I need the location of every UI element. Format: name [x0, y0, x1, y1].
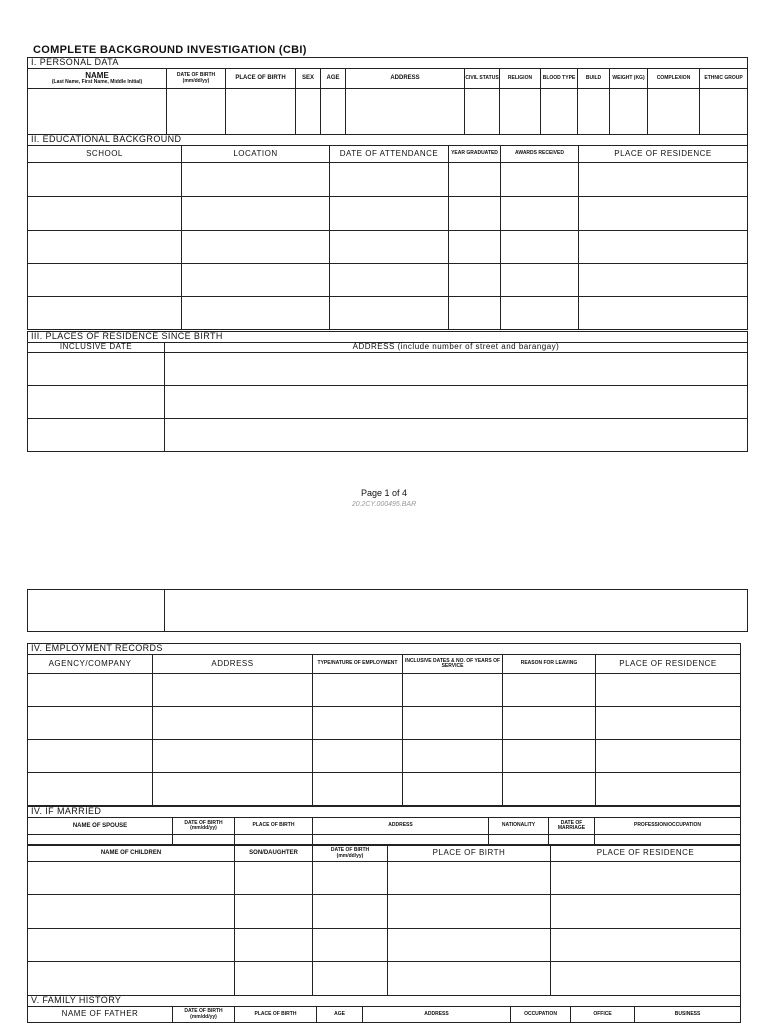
col-age: AGE [321, 69, 346, 89]
input-cell[interactable] [28, 89, 167, 135]
input-cell[interactable] [596, 707, 741, 740]
input-cell[interactable] [449, 231, 501, 264]
col-child-residence: PLACE OF RESIDENCE [551, 846, 741, 862]
section-residences: III. PLACES OF RESIDENCE SINCE BIRTH [28, 332, 748, 343]
table-row [28, 297, 748, 330]
col-awards: AWARDS RECEIVED [501, 146, 579, 163]
input-cell[interactable] [501, 297, 579, 330]
residence-continuation-table [27, 589, 748, 632]
input-cell[interactable] [235, 835, 313, 845]
col-blood-type: BLOOD TYPE [541, 69, 578, 89]
table-row [28, 707, 741, 740]
col-sex: SEX [296, 69, 321, 89]
col-father-occupation: OCCUPATION [511, 1007, 571, 1023]
input-cell[interactable] [313, 740, 403, 773]
col-spouse-name: NAME OF SPOUSE [28, 818, 173, 835]
input-cell[interactable] [489, 835, 549, 845]
table-row [28, 740, 741, 773]
page-number: Page 1 of 4 [360, 488, 408, 498]
input-cell[interactable] [182, 297, 330, 330]
input-cell[interactable] [596, 773, 741, 806]
family-history-table [27, 995, 741, 1023]
form-title: COMPLETE BACKGROUND INVESTIGATION (CBI) [33, 44, 307, 56]
input-cell[interactable] [321, 89, 346, 135]
table-row [28, 962, 741, 996]
input-cell[interactable] [449, 297, 501, 330]
input-cell[interactable] [28, 962, 235, 996]
input-cell[interactable] [388, 929, 551, 962]
input-cell[interactable] [501, 197, 579, 231]
input-cell[interactable] [235, 895, 313, 929]
table-row [28, 231, 748, 264]
input-cell[interactable] [449, 163, 501, 197]
table-row [28, 197, 748, 231]
col-inclusive-date: INCLUSIVE DATE [28, 343, 165, 353]
input-cell[interactable] [173, 835, 235, 845]
col-profession: PROFESSION/OCCUPATION [595, 818, 741, 835]
input-cell[interactable] [165, 386, 748, 419]
input-cell[interactable] [28, 197, 182, 231]
col-religion: RELIGION [500, 69, 541, 89]
input-cell[interactable] [165, 353, 748, 386]
col-father-pob: PLACE OF BIRTH [235, 1007, 317, 1023]
input-cell[interactable] [28, 895, 235, 929]
input-cell[interactable] [578, 89, 610, 135]
col-ethnic-group: ETHNIC GROUP [700, 69, 748, 89]
col-pob: PLACE OF BIRTH [226, 69, 296, 89]
input-cell[interactable] [28, 419, 165, 452]
education-table [27, 134, 748, 330]
input-cell[interactable] [596, 740, 741, 773]
input-cell[interactable] [700, 89, 748, 135]
table-row [28, 835, 741, 845]
col-name: NAME (Last Name, First Name, Middle Initial) [28, 69, 167, 89]
col-child-pob: PLACE OF BIRTH [388, 846, 551, 862]
input-cell[interactable] [182, 163, 330, 197]
input-cell[interactable] [403, 674, 503, 707]
input-cell[interactable] [449, 264, 501, 297]
input-cell[interactable] [28, 163, 182, 197]
input-cell[interactable] [182, 231, 330, 264]
input-cell[interactable] [28, 386, 165, 419]
document-code: 20.2CY.000495.BAR [351, 501, 417, 508]
input-cell[interactable] [313, 707, 403, 740]
input-cell[interactable] [579, 264, 748, 297]
input-cell[interactable] [579, 197, 748, 231]
personal-data-table [27, 57, 748, 135]
input-cell[interactable] [551, 962, 741, 996]
input-cell[interactable] [313, 929, 388, 962]
table-row [28, 386, 748, 419]
table-row [28, 163, 748, 197]
table-row [28, 353, 748, 386]
col-year-graduated: YEAR GRADUATED [449, 146, 501, 163]
col-date-of-attendance: DATE OF ATTENDANCE [330, 146, 449, 163]
input-cell[interactable] [28, 590, 165, 632]
col-children-name: NAME OF CHILDREN [28, 846, 235, 862]
input-cell[interactable] [503, 773, 596, 806]
input-cell[interactable] [226, 89, 296, 135]
input-cell[interactable] [465, 89, 500, 135]
input-cell[interactable] [313, 835, 489, 845]
col-child-dob: DATE OF BIRTH (mm/dd/yy) [313, 846, 388, 862]
input-cell[interactable] [182, 197, 330, 231]
input-cell[interactable] [551, 895, 741, 929]
input-cell[interactable] [165, 419, 748, 452]
table-row [28, 89, 748, 135]
input-cell[interactable] [596, 674, 741, 707]
input-cell[interactable] [313, 962, 388, 996]
input-cell[interactable] [579, 231, 748, 264]
input-cell[interactable] [313, 895, 388, 929]
input-cell[interactable] [153, 707, 313, 740]
col-place-of-residence: PLACE OF RESIDENCE [579, 146, 748, 163]
col-son-daughter: SON/DAUGHTER [235, 846, 313, 862]
col-dob: DATE OF BIRTH (mm/dd/yy) [167, 69, 226, 89]
input-cell[interactable] [501, 231, 579, 264]
table-row [28, 895, 741, 929]
input-cell[interactable] [503, 707, 596, 740]
col-date-of-marriage: DATE OF MARRIAGE [549, 818, 595, 835]
col-emp-address: ADDRESS [153, 655, 313, 674]
input-cell[interactable] [403, 740, 503, 773]
input-cell[interactable] [330, 264, 449, 297]
input-cell[interactable] [541, 89, 578, 135]
input-cell[interactable] [501, 264, 579, 297]
spouse-table [27, 806, 741, 845]
input-cell[interactable] [28, 707, 153, 740]
section-employment: IV. EMPLOYMENT RECORDS [28, 644, 741, 655]
input-cell[interactable] [388, 962, 551, 996]
input-cell[interactable] [235, 862, 313, 895]
input-cell[interactable] [313, 773, 403, 806]
col-complexion: COMPLEXION [648, 69, 700, 89]
input-cell[interactable] [503, 740, 596, 773]
input-cell[interactable] [153, 740, 313, 773]
input-cell[interactable] [28, 862, 235, 895]
col-father-age: AGE [317, 1007, 363, 1023]
col-father-address: ADDRESS [363, 1007, 511, 1023]
table-row [28, 674, 741, 707]
input-cell[interactable] [167, 89, 226, 135]
table-row [28, 929, 741, 962]
input-cell[interactable] [503, 674, 596, 707]
col-emp-residence: PLACE OF RESIDENCE [596, 655, 741, 674]
input-cell[interactable] [388, 862, 551, 895]
input-cell[interactable] [330, 197, 449, 231]
col-spouse-dob: DATE OF BIRTH (mm/dd/yy) [173, 818, 235, 835]
input-cell[interactable] [330, 231, 449, 264]
input-cell[interactable] [610, 89, 648, 135]
col-build: BUILD [578, 69, 610, 89]
input-cell[interactable] [28, 231, 182, 264]
input-cell[interactable] [235, 929, 313, 962]
table-row [28, 419, 748, 452]
col-agency: AGENCY/COMPANY [28, 655, 153, 674]
table-row [28, 590, 748, 632]
input-cell[interactable] [235, 962, 313, 996]
input-cell[interactable] [182, 264, 330, 297]
table-row [28, 862, 741, 895]
input-cell[interactable] [28, 835, 173, 845]
col-location: LOCATION [182, 146, 330, 163]
col-civil-status: CIVIL STATUS [465, 69, 500, 89]
input-cell[interactable] [153, 674, 313, 707]
input-cell[interactable] [500, 89, 541, 135]
table-row [28, 773, 741, 806]
input-cell[interactable] [330, 163, 449, 197]
input-cell[interactable] [28, 674, 153, 707]
input-cell[interactable] [346, 89, 465, 135]
input-cell[interactable] [330, 297, 449, 330]
input-cell[interactable] [28, 740, 153, 773]
col-father-dob: DATE OF BIRTH (mm/dd/yy) [173, 1007, 235, 1023]
input-cell[interactable] [549, 835, 595, 845]
col-father-name: NAME OF FATHER [28, 1007, 173, 1023]
input-cell[interactable] [579, 297, 748, 330]
input-cell[interactable] [648, 89, 700, 135]
input-cell[interactable] [449, 197, 501, 231]
input-cell[interactable] [403, 707, 503, 740]
input-cell[interactable] [28, 297, 182, 330]
input-cell[interactable] [165, 590, 748, 632]
input-cell[interactable] [28, 929, 235, 962]
col-reason-leaving: REASON FOR LEAVING [503, 655, 596, 674]
col-father-office: OFFICE [571, 1007, 635, 1023]
input-cell[interactable] [28, 773, 153, 806]
input-cell[interactable] [551, 929, 741, 962]
input-cell[interactable] [551, 862, 741, 895]
input-cell[interactable] [403, 773, 503, 806]
col-weight: WEIGHT (KG) [610, 69, 648, 89]
col-employment-type: TYPE/NATURE OF EMPLOYMENT [313, 655, 403, 674]
section-if-married: IV. IF MARRIED [28, 807, 741, 818]
input-cell[interactable] [595, 835, 741, 845]
col-nationality: NATIONALITY [489, 818, 549, 835]
input-cell[interactable] [579, 163, 748, 197]
input-cell[interactable] [28, 353, 165, 386]
section-education: II. EDUCATIONAL BACKGROUND [28, 135, 748, 146]
children-table [27, 845, 741, 996]
input-cell[interactable] [501, 163, 579, 197]
section-family-history: V. FAMILY HISTORY [28, 996, 741, 1007]
input-cell[interactable] [313, 674, 403, 707]
input-cell[interactable] [313, 862, 388, 895]
residence-table [27, 331, 748, 452]
input-cell[interactable] [153, 773, 313, 806]
employment-table [27, 643, 741, 806]
col-school: SCHOOL [28, 146, 182, 163]
col-spouse-pob: PLACE OF BIRTH [235, 818, 313, 835]
input-cell[interactable] [388, 895, 551, 929]
col-inclusive-dates: INCLUSIVE DATES & NO. OF YEARS OF SERVICE [403, 655, 503, 674]
table-row [28, 264, 748, 297]
input-cell[interactable] [296, 89, 321, 135]
col-father-business: BUSINESS [635, 1007, 741, 1023]
col-spouse-address: ADDRESS [313, 818, 489, 835]
col-address: ADDRESS [346, 69, 465, 89]
input-cell[interactable] [28, 264, 182, 297]
col-residence-address: ADDRESS (include number of street and barangay) [165, 343, 748, 353]
section-personal-data: I. PERSONAL DATA [28, 58, 748, 69]
